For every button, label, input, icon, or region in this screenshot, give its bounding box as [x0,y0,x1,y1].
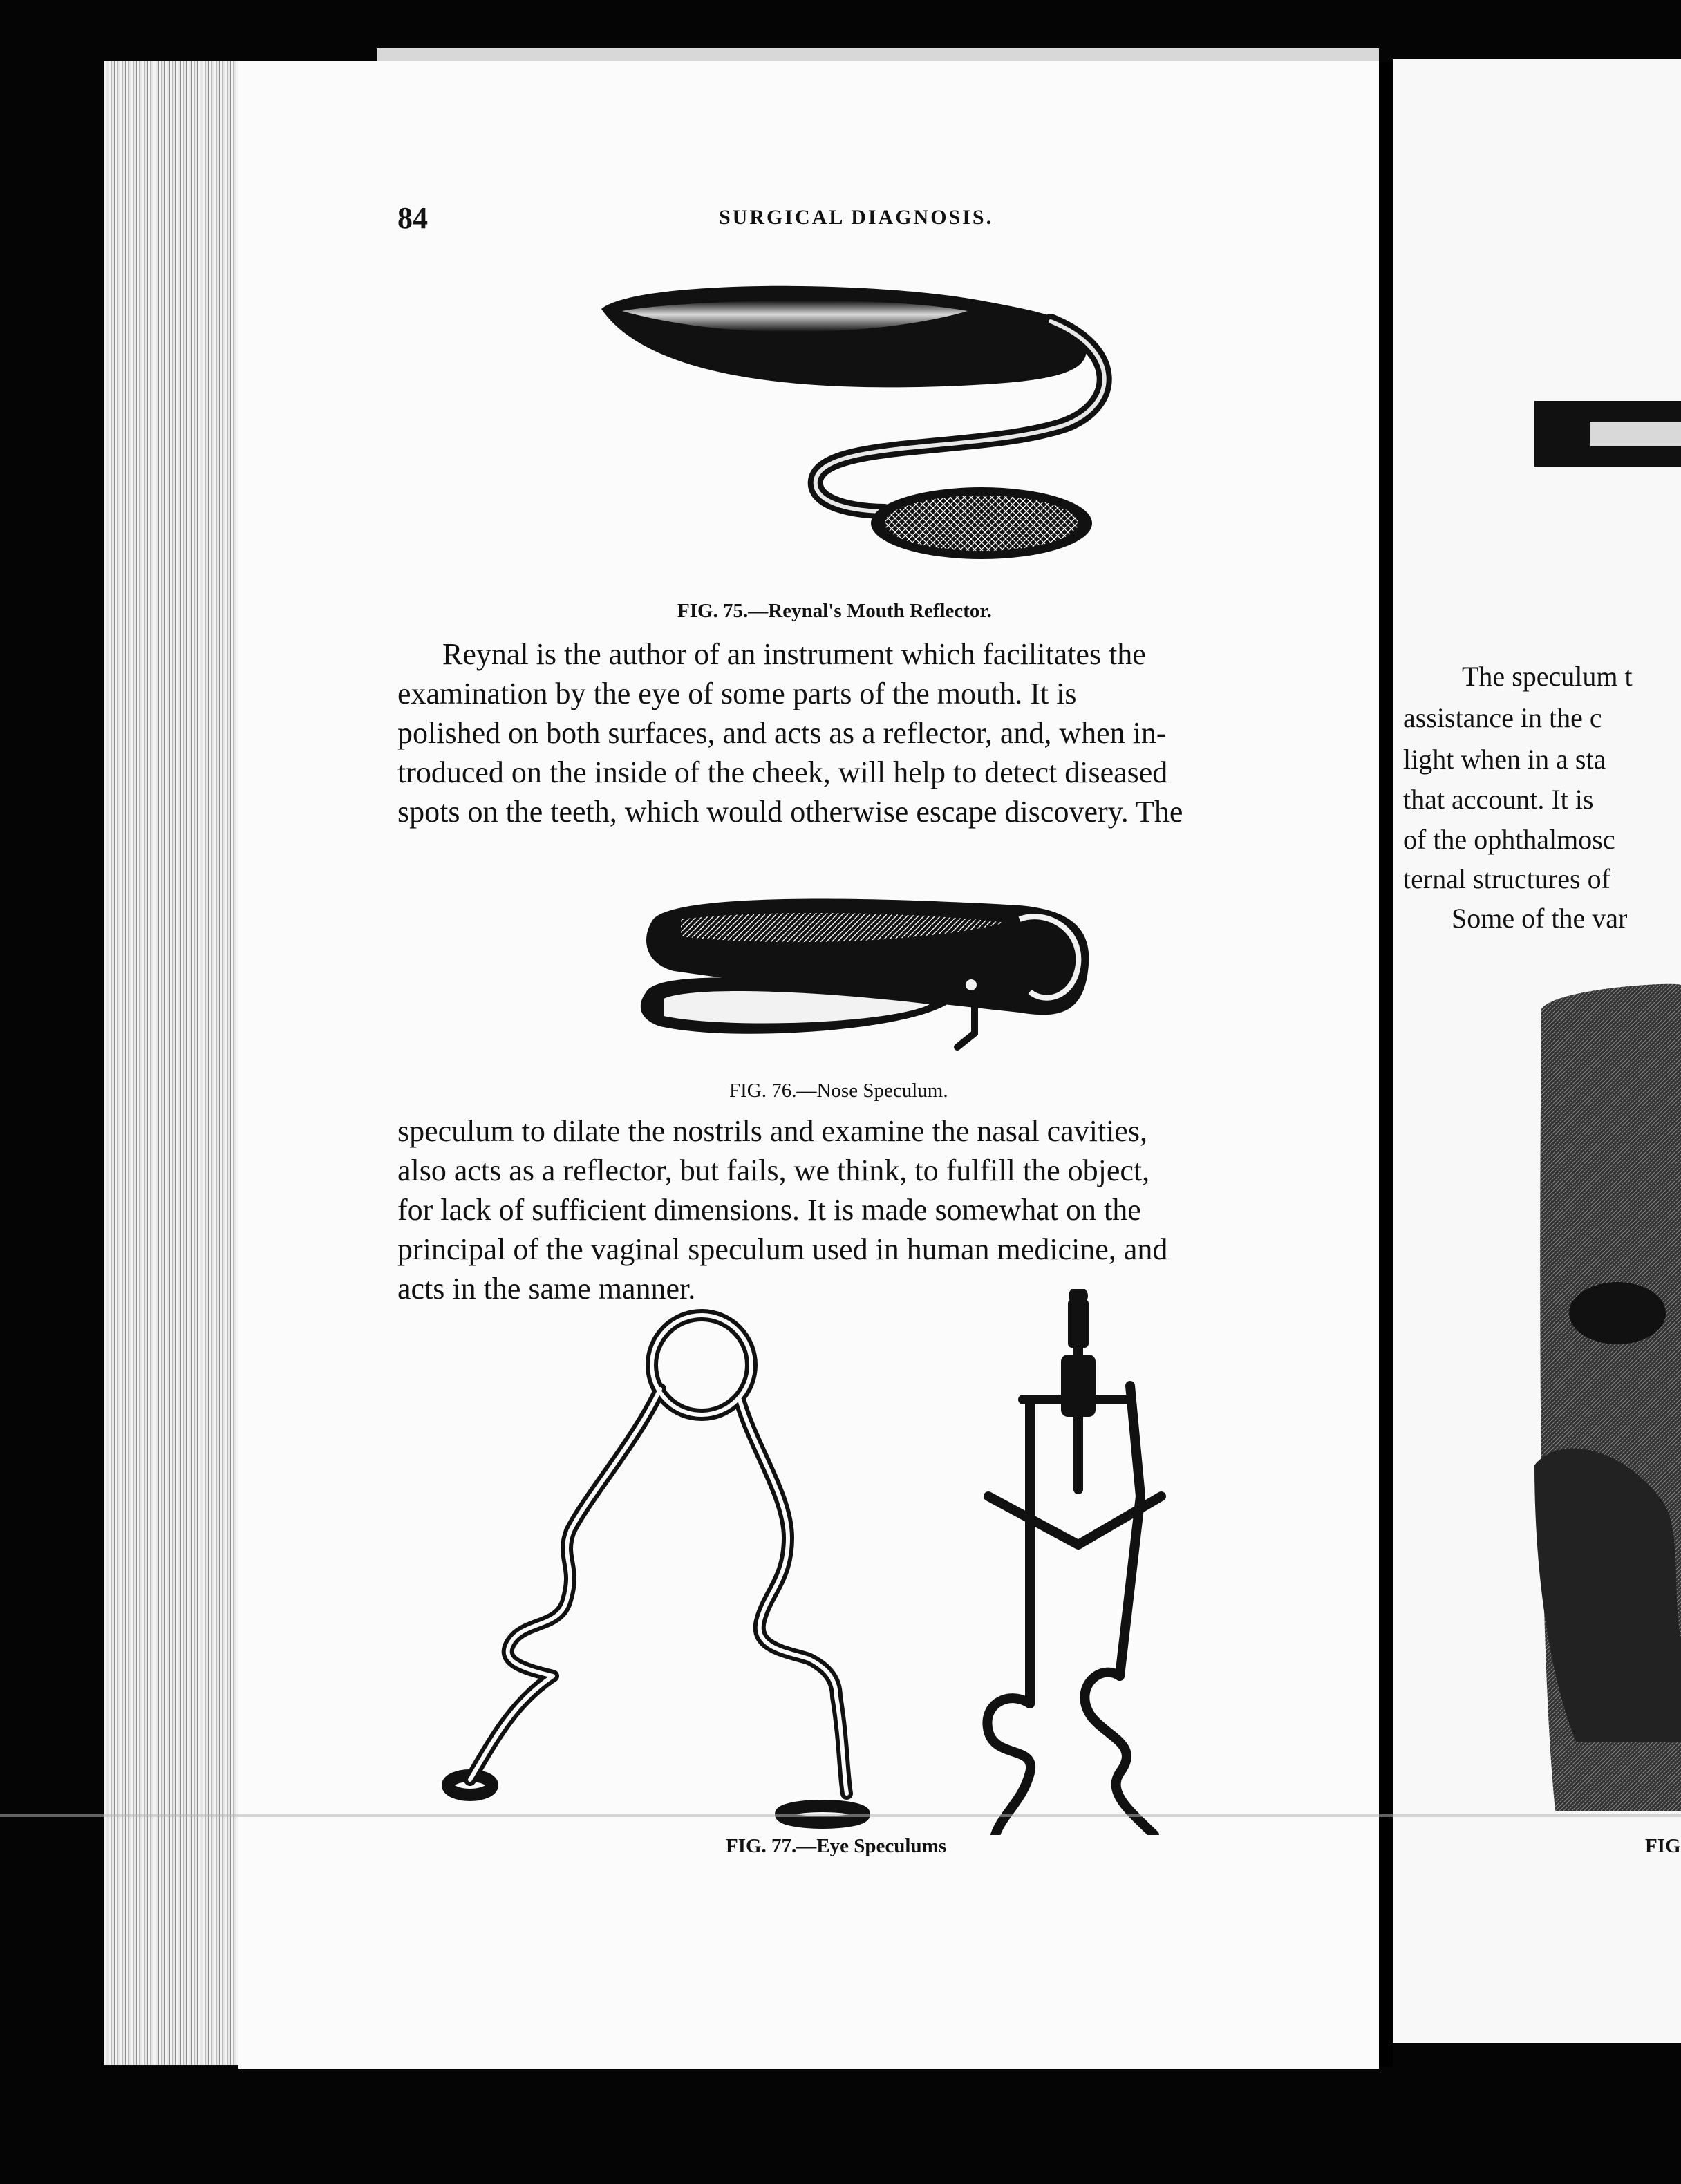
paragraph-reflector [397,634,1324,831]
eye-speculums-illustration [429,1289,1203,1835]
right-page-line: The speculum t [1462,661,1633,692]
text-line: examination by the eye of some parts of the mouth. It is [397,677,1077,710]
text-line: spots on the teeth, which would otherwise escape discovery. The [397,795,1183,829]
right-page-line: ternal structures of [1403,863,1610,894]
book-page-edges [104,61,238,2065]
running-head: SURGICAL DIAGNOSIS. [719,206,994,229]
mouth-reflector-illustration [594,273,1134,570]
scan-artifact-line [0,1814,1681,1817]
page-number: 84 [397,201,428,235]
right-page-line: light when in a sta [1403,744,1606,775]
paragraph-speculum [397,1111,1324,1308]
right-page-line: assistance in the c [1403,702,1602,733]
right-page-line: of the ophthalmosc [1403,824,1615,855]
text-line: polished on both surfaces, and acts as a reflector, and, when in- [397,716,1167,750]
fig76-caption: FIG. 76.—Nose Speculum. [729,1080,948,1102]
right-page-caption-fragment: FIG [1645,1835,1681,1857]
text-line: principal of the vaginal speculum used in human medicine, and [397,1232,1168,1266]
text-line: for lack of sufficient dimensions. It is made somewhat on the [397,1193,1141,1227]
book-gutter [1379,62,1393,2067]
fig77-caption: FIG. 77.—Eye Speculums [726,1835,947,1857]
instrument-highlight [1590,422,1681,446]
right-page-line: Some of the var [1452,903,1628,934]
nose-speculum-illustration [632,881,1102,1089]
text-line: Reynal is the author of an instrument which facilitates the [442,637,1146,671]
text-line: troduced on the inside of the cheek, will help to detect diseased [397,755,1168,789]
text-line: also acts as a reflector, but fails, we think, to fulfill the object, [397,1154,1150,1187]
text-line: speculum to dilate the nostrils and examine the nasal cavities, [397,1114,1148,1148]
dog-engraving-fragment [1534,981,1681,1811]
fig75-caption: FIG. 75.—Reynal's Mouth Reflector. [677,600,992,622]
text-line: acts in the same manner. [397,1272,696,1306]
right-page-line: that account. It is [1403,784,1594,815]
